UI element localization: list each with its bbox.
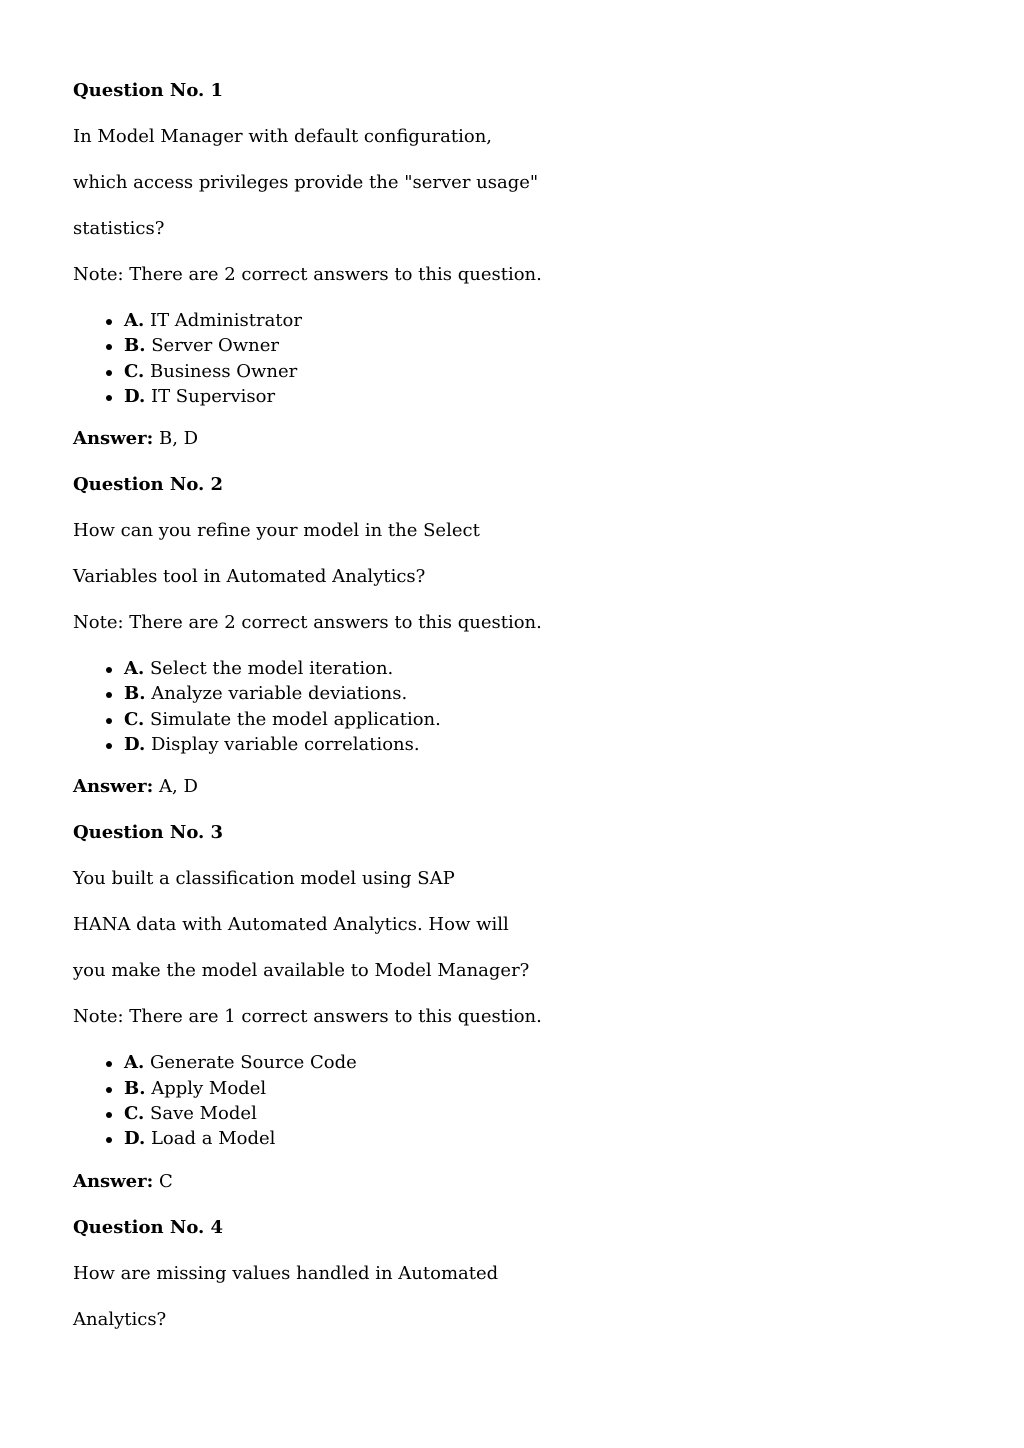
option-letter: B. [124, 683, 146, 705]
question-2 [73, 473, 953, 799]
bullet-icon [106, 718, 112, 724]
answer-value: A, D [159, 776, 198, 798]
option-text: Generate Source Code [149, 1052, 357, 1074]
option-text: Select the model iteration. [149, 658, 394, 680]
question-text-line: How are missing values handled in Automated [73, 1262, 499, 1284]
option-letter: C. [124, 708, 145, 730]
bullet-icon [106, 319, 112, 325]
option-text: Apply Model [151, 1077, 267, 1099]
bullet-icon [106, 395, 112, 401]
option-letter: D. [124, 1128, 146, 1150]
bullet-icon [106, 370, 112, 376]
answer-label: Answer: [73, 776, 154, 798]
bullet-icon [106, 743, 112, 749]
option-b [124, 334, 953, 359]
question-text-line: you make the model available to Model Manager? [73, 960, 530, 982]
option-text: Business Owner [150, 360, 298, 382]
answer-value: C [159, 1170, 173, 1192]
option-a [124, 1051, 953, 1076]
question-note: Note: There are 1 correct answers to this question. [73, 1006, 542, 1028]
question-text-line: How can you refine your model in the Select [73, 520, 480, 542]
bullet-icon [106, 1087, 112, 1093]
option-d [124, 733, 953, 758]
answer-options [73, 1051, 953, 1152]
option-c [124, 708, 953, 733]
option-b [124, 682, 953, 707]
option-letter: D. [124, 734, 146, 756]
answer-label: Answer: [73, 428, 154, 450]
bullet-icon [106, 1137, 112, 1143]
option-letter: A. [124, 1052, 145, 1074]
option-a [124, 309, 953, 334]
answer-options [73, 309, 953, 410]
option-letter: C. [124, 360, 145, 382]
option-text: IT Administrator [149, 310, 302, 331]
bullet-icon [106, 667, 112, 673]
answer-line [73, 1170, 953, 1194]
option-letter: B. [124, 335, 146, 357]
question-title: Question No. 4 [73, 1216, 224, 1238]
answer-options [73, 657, 953, 758]
question-text-line: statistics? [73, 218, 165, 239]
question-note: Note: There are 2 correct answers to this question. [73, 612, 542, 634]
option-text: Server Owner [151, 335, 279, 357]
option-letter: D. [124, 385, 146, 407]
question-title: Question No. 1 [73, 80, 224, 101]
option-c [124, 1102, 953, 1127]
option-d [124, 1127, 953, 1152]
question-text-line: In Model Manager with default configuration, [73, 126, 493, 147]
option-a [124, 657, 953, 682]
question-note: Note: There are 2 correct answers to this question. [73, 264, 542, 285]
option-c [124, 360, 953, 385]
option-letter: B. [124, 1077, 146, 1099]
option-text: IT Supervisor [150, 385, 276, 407]
answer-line [73, 775, 953, 799]
option-text: Display variable correlations. [150, 734, 420, 756]
question-1 [73, 79, 953, 451]
option-letter: A. [124, 310, 145, 331]
bullet-icon [106, 1112, 112, 1118]
option-text: Save Model [150, 1102, 257, 1124]
question-title: Question No. 3 [73, 822, 224, 844]
bullet-icon [106, 1061, 112, 1067]
option-b [124, 1077, 953, 1102]
question-text-line: Analytics? [73, 1308, 167, 1330]
bullet-icon [106, 692, 112, 698]
answer-value: B, D [159, 428, 199, 450]
option-text: Load a Model [150, 1128, 276, 1150]
option-text: Simulate the model application. [150, 708, 441, 730]
question-text-line: Variables tool in Automated Analytics? [73, 566, 426, 588]
option-letter: C. [124, 1102, 145, 1124]
document-page [73, 79, 953, 1354]
answer-label: Answer: [73, 1170, 154, 1192]
option-text: Analyze variable deviations. [151, 683, 408, 705]
question-4 [73, 1216, 953, 1332]
question-text-line: You built a classification model using SAP [73, 868, 455, 890]
option-d [124, 385, 953, 410]
question-3 [73, 821, 953, 1193]
answer-line [73, 427, 953, 451]
question-text-line: HANA data with Automated Analytics. How will [73, 914, 509, 936]
option-letter: A. [124, 658, 145, 680]
bullet-icon [106, 344, 112, 350]
question-title: Question No. 2 [73, 474, 224, 496]
question-text-line: which access privileges provide the "server usage" [73, 172, 539, 193]
